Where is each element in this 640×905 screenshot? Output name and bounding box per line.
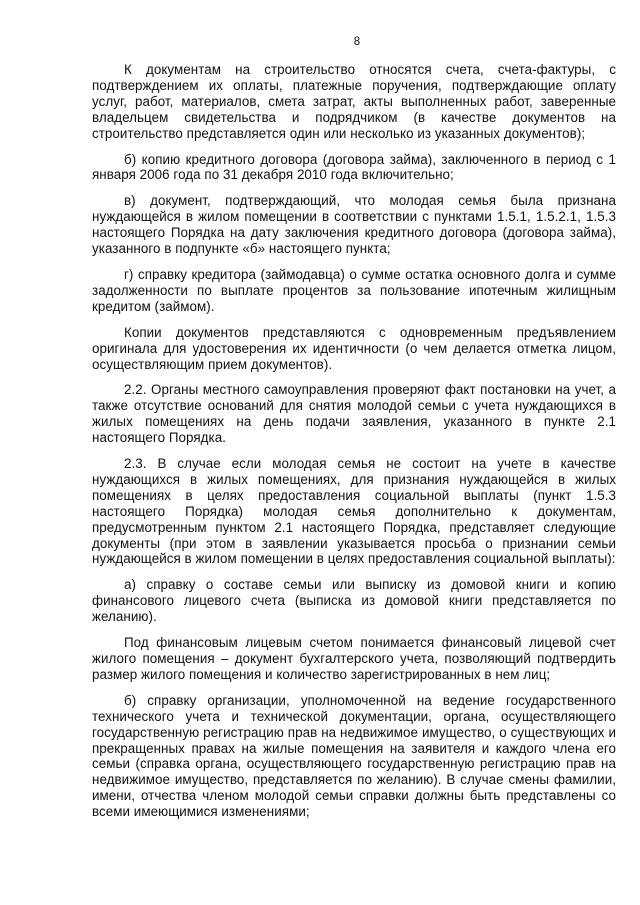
paragraph-credit-agreement-copy: б) копию кредитного договора (договора займа), заключенного в период с 1 января 2006 года по 31 декабря 2010 года включительно;: [92, 151, 616, 183]
page-number: 8: [353, 36, 361, 48]
paragraph-financial-account: Под финансовым лицевым счетом понимается финансовый лицевой счет жилого помещения – документ бухгалтерского учета, позволяющий подтвердить размер жилого помещения и количество зарегистрированных в нем лиц;: [92, 635, 616, 682]
paragraph-need-confirmation: в) документ, подтверждающий, что молодая семья была признана нуждающейся в жилом помещении в соответствии с пунктами 1.5.1, 1.5.2.1, 1.5.3 настоящего Порядка на дату заключения кредитного договора (договора займа), указанного в подпункте «б» настоящего пункта;: [92, 193, 616, 257]
paragraph-document-copies: Копии документов представляются с одновременным предъявлением оригинала для удостоверения их идентичности (о чем делается отметка лицом, осуществляющим прием документов).: [92, 324, 616, 372]
paragraph-family-composition: а) справку о составе семьи или выписку из домовой книги и копию финансового лицевого счета (выписка из домовой книги представляется по желанию).: [92, 577, 616, 625]
paragraph-2-2: 2.2. Органы местного самоуправления проверяют факт постановки на учет, а также отсутствие оснований для снятия молодой семьи с учета нуждающихся в жилых помещениях на день подачи заявления, указанного в пункте 2.1 настоящего Порядка.: [92, 382, 616, 446]
paragraph-construction-documents: К документам на строительство относятся счета, счета-фактуры, с подтверждением их оплаты, платежные поручения, подтверждающие оплату услуг, работ, материалов, смета затрат, акты выполненных работ, заверенные владельцем свидетельства и подрядчиком (в качестве документов на строительство представляется один или несколько из указанных документов);: [92, 62, 616, 141]
paragraph-creditor-statement: г) справку кредитора (займодавца) о сумме остатка основного долга и сумме задолженности по выплате процентов за пользование ипотечным жилищным кредитом (займом).: [92, 266, 616, 314]
paragraph-registration-certificate: б) справку организации, уполномоченной на ведение государственного технического учета и технической документации, органа, осуществляющего государственную регистрацию прав на недвижимое имущество, о существующих и прекращенных правах на жилые помещения на заявителя и каждого члена его семьи (справка органа, осуществляющего государственную регистрацию прав на недвижимое имущество, представляется по желанию). В случае смены фамилии, имени, отчества членом молодой семьи справки должны быть представлены со всеми имеющимися изменениями;: [92, 692, 616, 820]
paragraph-2-3: 2.3. В случае если молодая семья не состоит на учете в качестве нуждающихся в жилых помещениях, для признания нуждающейся в жилых помещениях в целях предоставления социальной выплаты (пункт 1.5.3 настоящего Порядка) молодая семья дополнительно к документам, предусмотренным пунктом 2.1 настоящего Порядка, представляет следующие документы (при этом в заявлении указывается просьба о признании семьи нуждающейся в жилом помещении в целях предоставления социальной выплаты):: [92, 456, 616, 567]
